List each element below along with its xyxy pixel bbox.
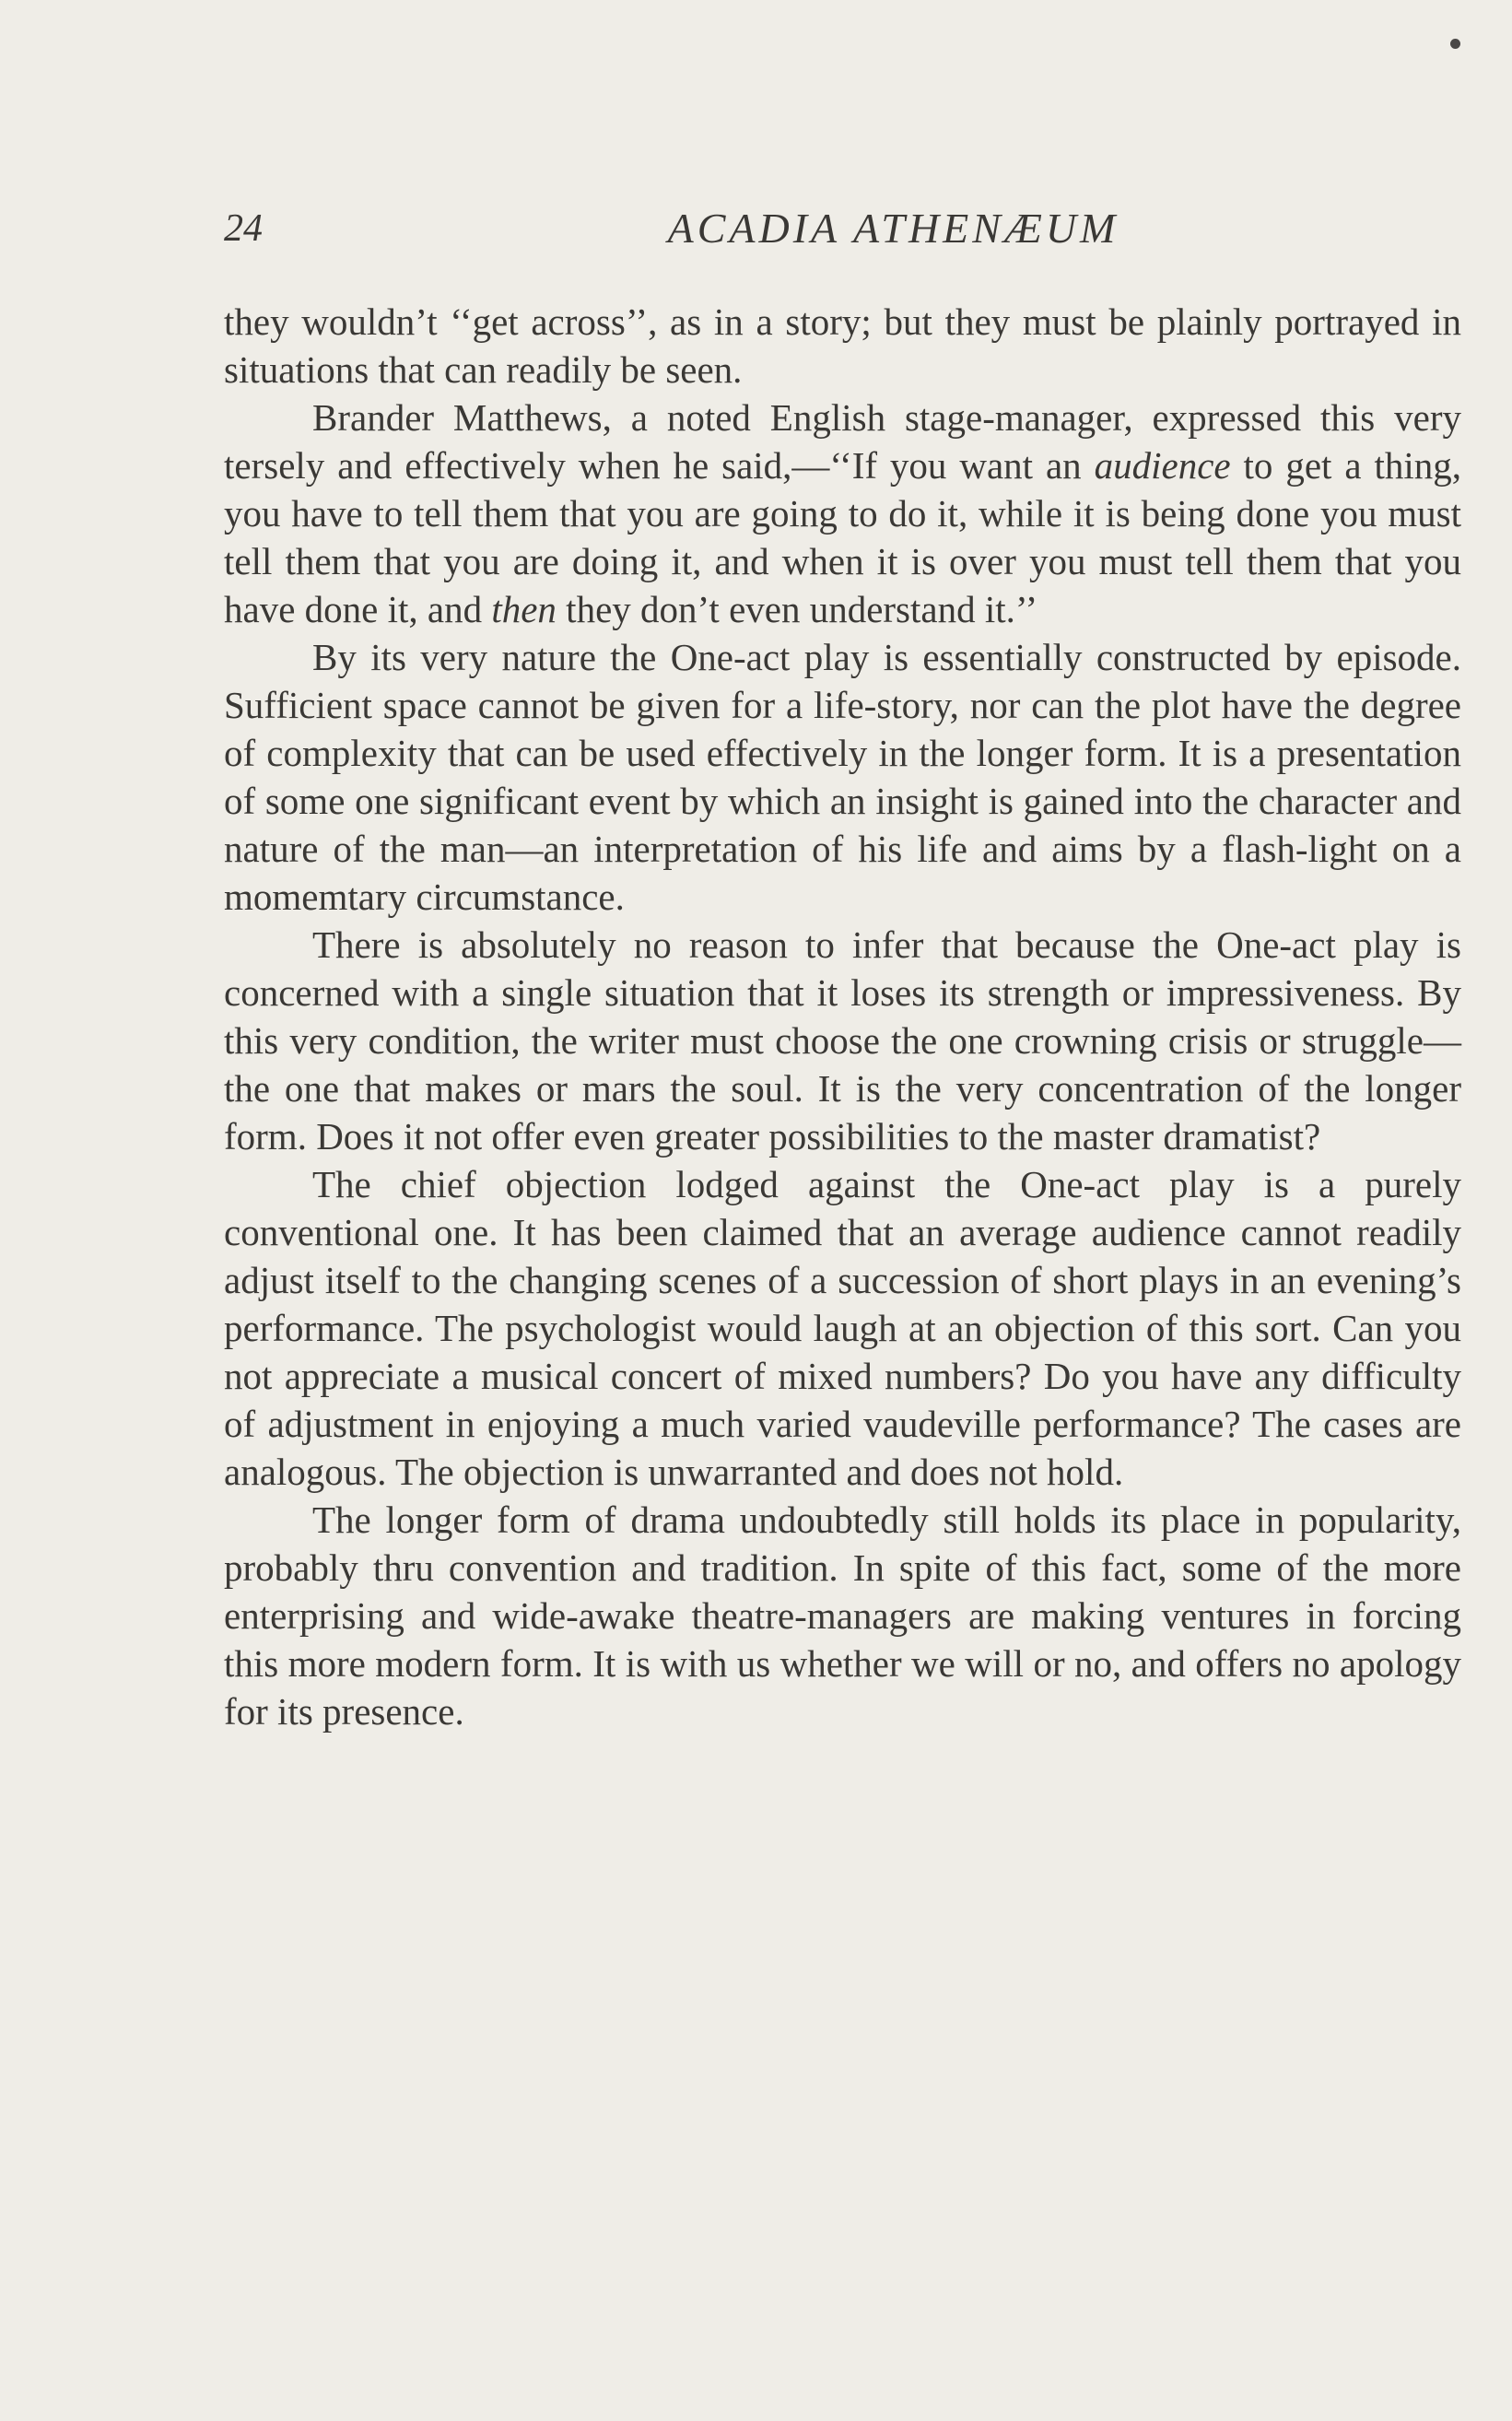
running-title: ACADIA ATHENÆUM — [667, 205, 1119, 252]
paragraph-text: to get a thing, you have to tell them that you are going to do it, while it is being done you must tell them that you are doing it, and when it is over you must tell them that you have done it, and — [224, 444, 1462, 630]
paragraph-brander-matthews — [224, 394, 1461, 633]
article-body — [224, 298, 1461, 1735]
paragraph-objection: The chief objection lodged against the One-act play is a purely conventional one. It has been claimed that an average audience cannot readily adjust itself to the changing scenes of a succession of short plays in an evening’s performance. The psychologist would laugh at an objection of this sort. Can you not appreciate a musical concert of mixed numbers? Do you have any difficulty of adjustment in enjoying a much varied vaudeville performance? The cases are analogous. The objection is unwarranted and does not hold. — [224, 1163, 1461, 1493]
ink-speck — [1450, 39, 1460, 49]
paragraph-longer-form: The longer form of drama undoubtedly still holds its place in popularity, probably thru convention and tradition. In spite of this fact, some of the more enterprising and wide-awake theatre-managers are making ventures in forcing this more modern form. It is with us whether we will or no, and offers no apology for its presence. — [224, 1498, 1461, 1733]
page-number: 24 — [224, 207, 263, 250]
paragraph-episode: By its very nature the One-act play is essentially constructed by episode. Sufficient space cannot be given for a life-story, nor can the plot have the degree of complexity that can be used effectively in the longer form. It is a presentation of some one significant event by which an insight is gained into the character and nature of the man—an interpretation of his life and aims by a flash-light on a momemtary circumstance. — [224, 636, 1461, 918]
page-header — [224, 201, 1461, 256]
paragraph-single-situation: There is absolutely no reason to infer that because the One-act play is concerned with a single situation that it loses its strength or impressiveness. By this very condition, the writer must choose the one crowning crisis or struggle—the one that makes or mars the soul. It is the very concentration of the longer form. Does it not offer even greater possibilities to the master dramatist? — [224, 923, 1461, 1158]
paragraph-text: they don’t even understand it.’’ — [556, 588, 1038, 630]
paragraph-continued: they wouldn’t ‘‘get across’’, as in a story; but they must be plainly portrayed in situations that can readily be seen. — [224, 300, 1461, 391]
emphasis-then: then — [491, 588, 557, 630]
paragraph-text: Brander Matthews, a noted English stage-manager, expressed this very tersely and effectively when he said,—‘‘If you want an — [224, 396, 1461, 487]
emphasis-audience: audience — [1094, 444, 1231, 487]
